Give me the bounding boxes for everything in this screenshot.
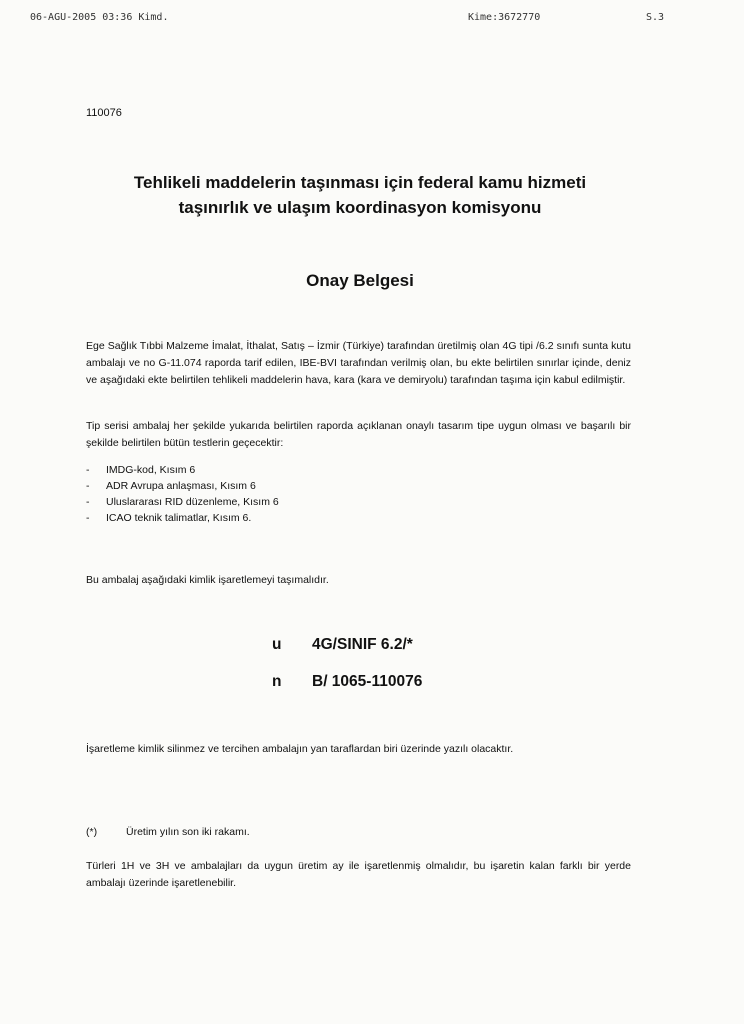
paragraph-marking-intro: Bu ambalaj aşağıdaki kimlik işaretlemeyi taşımalıdır. (86, 574, 329, 586)
list-item (86, 510, 279, 526)
list-dash: - (86, 480, 90, 492)
footnote (86, 826, 250, 838)
fax-recipient: Kime:3672770 (468, 12, 541, 23)
footnote-text: Üretim yılın son iki rakamı. (126, 826, 250, 838)
fax-timestamp: 06-AGU-2005 03:36 Kimd. (30, 12, 169, 23)
list-item-text: ICAO teknik talimatlar, Kısım 6. (106, 512, 252, 524)
list-item-text: IMDG-kod, Kısım 6 (106, 464, 196, 476)
list-dash: - (86, 464, 90, 476)
un-symbol: u (272, 636, 282, 653)
document-title (60, 170, 660, 220)
marking-code-text: B/ 1065-110076 (312, 673, 423, 690)
list-dash: - (86, 496, 90, 508)
marking-code-n (272, 673, 422, 691)
list-item-text: Uluslararası RID düzenleme, Kısım 6 (106, 496, 279, 508)
n-symbol: n (272, 673, 282, 690)
regulation-list (86, 462, 279, 526)
list-item (86, 462, 279, 478)
reference-number: 110076 (86, 107, 122, 119)
list-item-text: ADR Avrupa anlaşması, Kısım 6 (106, 480, 256, 492)
footnote-mark: (*) (86, 826, 98, 838)
marking-code-text: 4G/SINIF 6.2/* (312, 636, 413, 653)
list-item (86, 478, 279, 494)
paragraph-tests: Tip serisi ambalaj her şekilde yukarıda belirtilen raporda açıklanan onaylı tasarım tipe uygun olması ve başarılı bir şekilde belirtilen bütün testlerin geçecektir: (86, 420, 631, 449)
list-item (86, 494, 279, 510)
paragraph-marking-placement: İşaretleme kimlik silinmez ve tercihen ambalajın yan taraflardan biri üzerinde yazılı olacaktır. (86, 743, 514, 755)
fax-header (0, 12, 744, 28)
marking-code-u (272, 636, 413, 654)
document-subtitle: Onay Belgesi (306, 271, 414, 290)
list-dash: - (86, 512, 90, 524)
paragraph-approval: Ege Sağlık Tıbbi Malzeme İmalat, İthalat, Satış – İzmir (Türkiye) tarafından üretilmiş olan 4G tipi /6.2 sınıfı sunta kutu ambalajı ve no G-11.074 raporda tarif edilen, IBE-BVI tarafından verilmiş olan, bu ekte belirtilen sınırlar içinde, deniz ve aşağıdaki ekte belirtilen tehlikeli maddelerin hava, kara (kara ve demiryolu) tarafından taşıma için kabul edilmiştir. (86, 340, 631, 386)
fax-page-number: S.3 (646, 12, 665, 23)
title-line-1: Tehlikeli maddelerin taşınması için federal kamu hizmeti (133, 173, 587, 192)
paragraph-types: Türleri 1H ve 3H ve ambalajları da uygun üretim ay ile işaretlenmiş olmalıdır, bu işaretin kalan farklı bir yerde ambalajı üzerinde işaretlenebilir. (86, 860, 631, 889)
title-line-2: taşınırlık ve ulaşım koordinasyon komisyonu (178, 198, 542, 217)
